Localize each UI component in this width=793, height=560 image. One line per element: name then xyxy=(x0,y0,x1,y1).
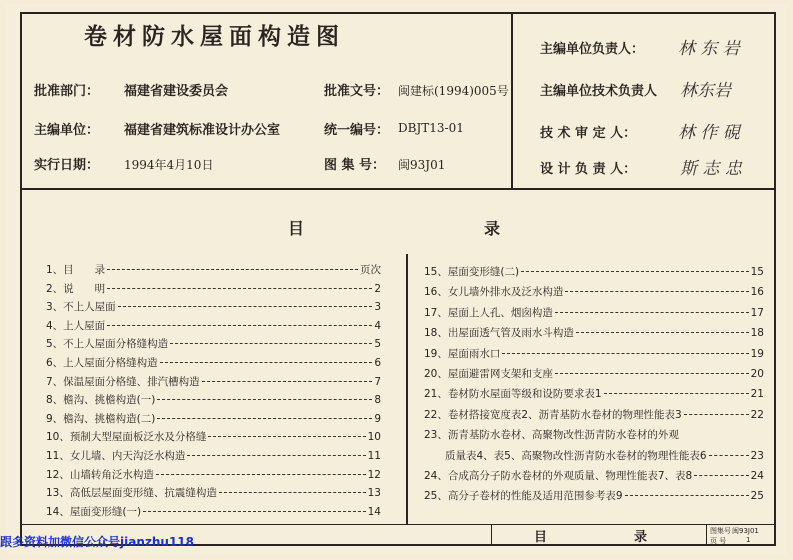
unified-no-value: DBJT13-01 xyxy=(398,121,464,135)
toc-leader-dots xyxy=(555,312,749,313)
toc-leader-dots xyxy=(208,436,365,437)
toc-leader-dots xyxy=(576,332,749,333)
toc-item-label: 15、屋面变形缝(二) xyxy=(424,266,520,278)
chief-editor-signature: 林 东 岩 xyxy=(678,39,740,59)
toc-item-label: 20、屋面避雷网支架和支座 xyxy=(424,368,553,380)
toc-item-label: 14、屋面变形缝(一) xyxy=(46,505,142,518)
toc-leader-dots xyxy=(219,492,366,493)
toc-leader-dots xyxy=(565,291,748,292)
toc-leader-dots xyxy=(157,418,372,419)
toc-item-page: 23 xyxy=(750,449,764,462)
toc-leader-dots xyxy=(625,495,749,496)
toc-item-label: 1、目 录 xyxy=(46,264,106,276)
title-block-atlas-value: 闽93J01 xyxy=(732,527,759,535)
title-block-name-left: 目 xyxy=(534,530,548,545)
toc-leader-dots xyxy=(143,511,366,512)
toc-leader-dots xyxy=(555,373,749,374)
toc-left-item xyxy=(46,411,381,426)
toc-heading-right: 录 xyxy=(484,219,501,238)
toc-leader-dots xyxy=(521,271,749,272)
toc-item-label: 13、高低层屋面变形缝、抗震缝构造 xyxy=(46,487,217,500)
toc-right-item xyxy=(424,407,764,422)
title-block-atlas-label: 图集号 xyxy=(710,527,731,535)
toc-item-page: 14 xyxy=(367,505,381,518)
toc-leader-dots xyxy=(684,414,749,415)
toc-heading-left: 目 xyxy=(288,219,305,238)
toc-leader-dots xyxy=(187,455,365,456)
toc-right-item xyxy=(424,488,764,503)
design-lead-label: 设 计 负 责 人： xyxy=(540,162,637,177)
toc-leader-dots xyxy=(604,393,749,394)
toc-item-label: 2、说 明 xyxy=(46,282,106,295)
toc-leader-dots xyxy=(157,399,372,400)
toc-left-item xyxy=(46,485,381,500)
toc-item-label: 3、不上人屋面 xyxy=(46,301,116,314)
toc-leader-dots xyxy=(160,362,373,363)
toc-leader-dots xyxy=(107,269,358,270)
toc-right-item xyxy=(424,325,764,340)
toc-item-label: 5、不上人屋面分格缝构造 xyxy=(46,338,169,351)
toc-item-page: 3 xyxy=(374,301,381,314)
toc-leader-dots xyxy=(502,353,748,354)
toc-item-page: 25 xyxy=(750,490,764,503)
toc-leader-dots xyxy=(694,475,748,476)
toc-right-item xyxy=(424,366,764,381)
toc-leader-dots xyxy=(107,288,372,289)
unified-no-label: 统一编号： xyxy=(324,123,390,138)
toc-item-label: 18、出屋面透气管及雨水斗构造 xyxy=(424,327,574,340)
toc-column-divider xyxy=(406,254,408,524)
design-lead-signature: 斯 志 忠 xyxy=(680,159,742,179)
toc-item-page: 15 xyxy=(750,266,764,278)
toc-item-page: 16 xyxy=(750,286,764,299)
toc-left-item xyxy=(46,262,381,277)
toc-item-label: 质量表4、表5、高聚物改性沥青防水卷材的物理性能表6 xyxy=(424,449,707,462)
toc-item-page: 13 xyxy=(367,487,381,500)
toc-item-page: 18 xyxy=(750,327,764,340)
toc-left-item xyxy=(46,392,381,407)
toc-left-item xyxy=(46,429,381,444)
toc-item-label: 22、卷材搭接宽度表2、沥青基防水卷材的物理性能表3 xyxy=(424,408,682,421)
toc-item-label: 7、保温屋面分格缝、排汽槽构造 xyxy=(46,375,200,388)
title-block-divider xyxy=(491,524,492,546)
title-block-page-value: 1 xyxy=(746,536,751,544)
approval-dept-value: 福建省建设委员会 xyxy=(124,84,229,99)
toc-left-item xyxy=(46,374,381,389)
toc-left-item xyxy=(46,355,381,370)
toc-item-page: 页次 xyxy=(360,264,381,276)
toc-item-page: 4 xyxy=(374,319,381,332)
toc-left-item xyxy=(46,336,381,351)
toc-item-label: 12、山墙转角泛水构造 xyxy=(46,468,154,481)
toc-item-page: 22 xyxy=(750,408,764,421)
toc-left-item xyxy=(46,281,381,296)
drawing-sheet xyxy=(6,4,787,554)
toc-item-page: 24 xyxy=(750,470,764,482)
editor-unit-label: 主编单位： xyxy=(34,123,100,138)
header-divider xyxy=(20,188,776,190)
editor-unit-value: 福建省建筑标准设计办公室 xyxy=(124,123,281,138)
toc-item-label: 4、上人屋面 xyxy=(46,319,106,332)
toc-left-item xyxy=(46,299,381,314)
watermark-banner: 跟多资料加微信公众号jianzhu118 xyxy=(0,535,194,549)
toc-item-page: 6 xyxy=(374,357,381,369)
toc-left-item xyxy=(46,448,381,463)
toc-item-label: 11、女儿墙、内天沟泛水构造 xyxy=(46,450,186,462)
toc-item-page: 21 xyxy=(750,388,764,401)
tech-lead-label: 主编单位技术负责人 xyxy=(540,84,658,99)
tech-lead-signature: 林东岩 xyxy=(680,81,731,101)
toc-item-page: 8 xyxy=(374,394,381,407)
toc-right-item xyxy=(424,468,764,483)
toc-leader-dots xyxy=(709,455,749,456)
toc-item-label: 25、高分子卷材的性能及适用范围参考表9 xyxy=(424,490,623,503)
toc-item-label: 9、檐沟、挑檐构造(二) xyxy=(46,412,156,425)
toc-left-item xyxy=(46,504,381,519)
atlas-no-value: 闽93J01 xyxy=(398,158,446,172)
toc-item-page: 11 xyxy=(367,450,381,462)
toc-item-label: 6、上人屋面分格缝构造 xyxy=(46,357,158,369)
toc-item-label: 17、屋面上人孔、烟囱构造 xyxy=(424,306,553,319)
toc-item-page: 7 xyxy=(374,375,381,388)
toc-item-page: 2 xyxy=(374,282,381,295)
toc-leader-dots xyxy=(118,306,373,307)
toc-item-label: 10、预制大型屋面板泛水及分格缝 xyxy=(46,431,207,444)
toc-right-item xyxy=(424,305,764,320)
toc-item-label: 21、卷材防水屋面等级和设防要求表1 xyxy=(424,388,602,401)
page-title: 卷材防水屋面构造图 xyxy=(84,24,345,50)
header-vertical-divider xyxy=(511,12,513,190)
approval-doc-value: 闽建标(1994)005号 xyxy=(398,84,509,98)
toc-item-label: 24、合成高分子防水卷材的外观质量、物理性能表7、表8 xyxy=(424,470,693,482)
toc-leader-dots xyxy=(170,343,372,344)
toc-item-label: 19、屋面雨水口 xyxy=(424,347,501,360)
toc-right-item xyxy=(424,284,764,299)
toc-right-item xyxy=(424,427,764,442)
toc-item-page: 10 xyxy=(367,431,381,444)
toc-item-label: 8、檐沟、挑檐构造(一) xyxy=(46,394,156,407)
title-block-divider-2 xyxy=(706,524,707,546)
toc-left-item xyxy=(46,318,381,333)
effective-date-label: 实行日期： xyxy=(34,158,100,173)
approval-doc-label: 批准文号： xyxy=(324,84,390,99)
toc-item-page: 9 xyxy=(374,412,381,425)
toc-leader-dots xyxy=(156,474,366,475)
approval-dept-label: 批准部门： xyxy=(34,84,100,99)
tech-reviewer-signature: 林 作 硯 xyxy=(678,123,740,143)
tech-reviewer-label: 技 术 审 定 人： xyxy=(540,126,637,141)
toc-right-item xyxy=(424,386,764,401)
toc-right-item xyxy=(424,448,764,463)
toc-leader-dots xyxy=(202,381,373,382)
effective-date-value: 1994年4月10日 xyxy=(124,158,214,172)
title-block-name-right: 录 xyxy=(634,530,648,545)
atlas-no-label: 图 集 号： xyxy=(324,158,386,173)
toc-item-page: 19 xyxy=(750,347,764,360)
toc-left-item xyxy=(46,467,381,482)
toc-bottom-line xyxy=(20,524,776,525)
toc-item-page: 5 xyxy=(374,338,381,351)
chief-editor-label: 主编单位负责人： xyxy=(540,42,645,57)
toc-item-page: 20 xyxy=(750,368,764,380)
toc-item-page: 17 xyxy=(750,306,764,319)
toc-leader-dots xyxy=(107,325,372,326)
toc-item-page: 12 xyxy=(367,468,381,481)
toc-right-item xyxy=(424,346,764,361)
toc-item-label: 16、女儿墙外排水及泛水构造 xyxy=(424,286,564,299)
toc-right-item xyxy=(424,264,764,279)
title-block-page-label: 页 号 xyxy=(710,537,727,545)
toc-item-label: 23、沥青基防水卷材、高聚物改性沥青防水卷材的外观 xyxy=(424,429,679,442)
